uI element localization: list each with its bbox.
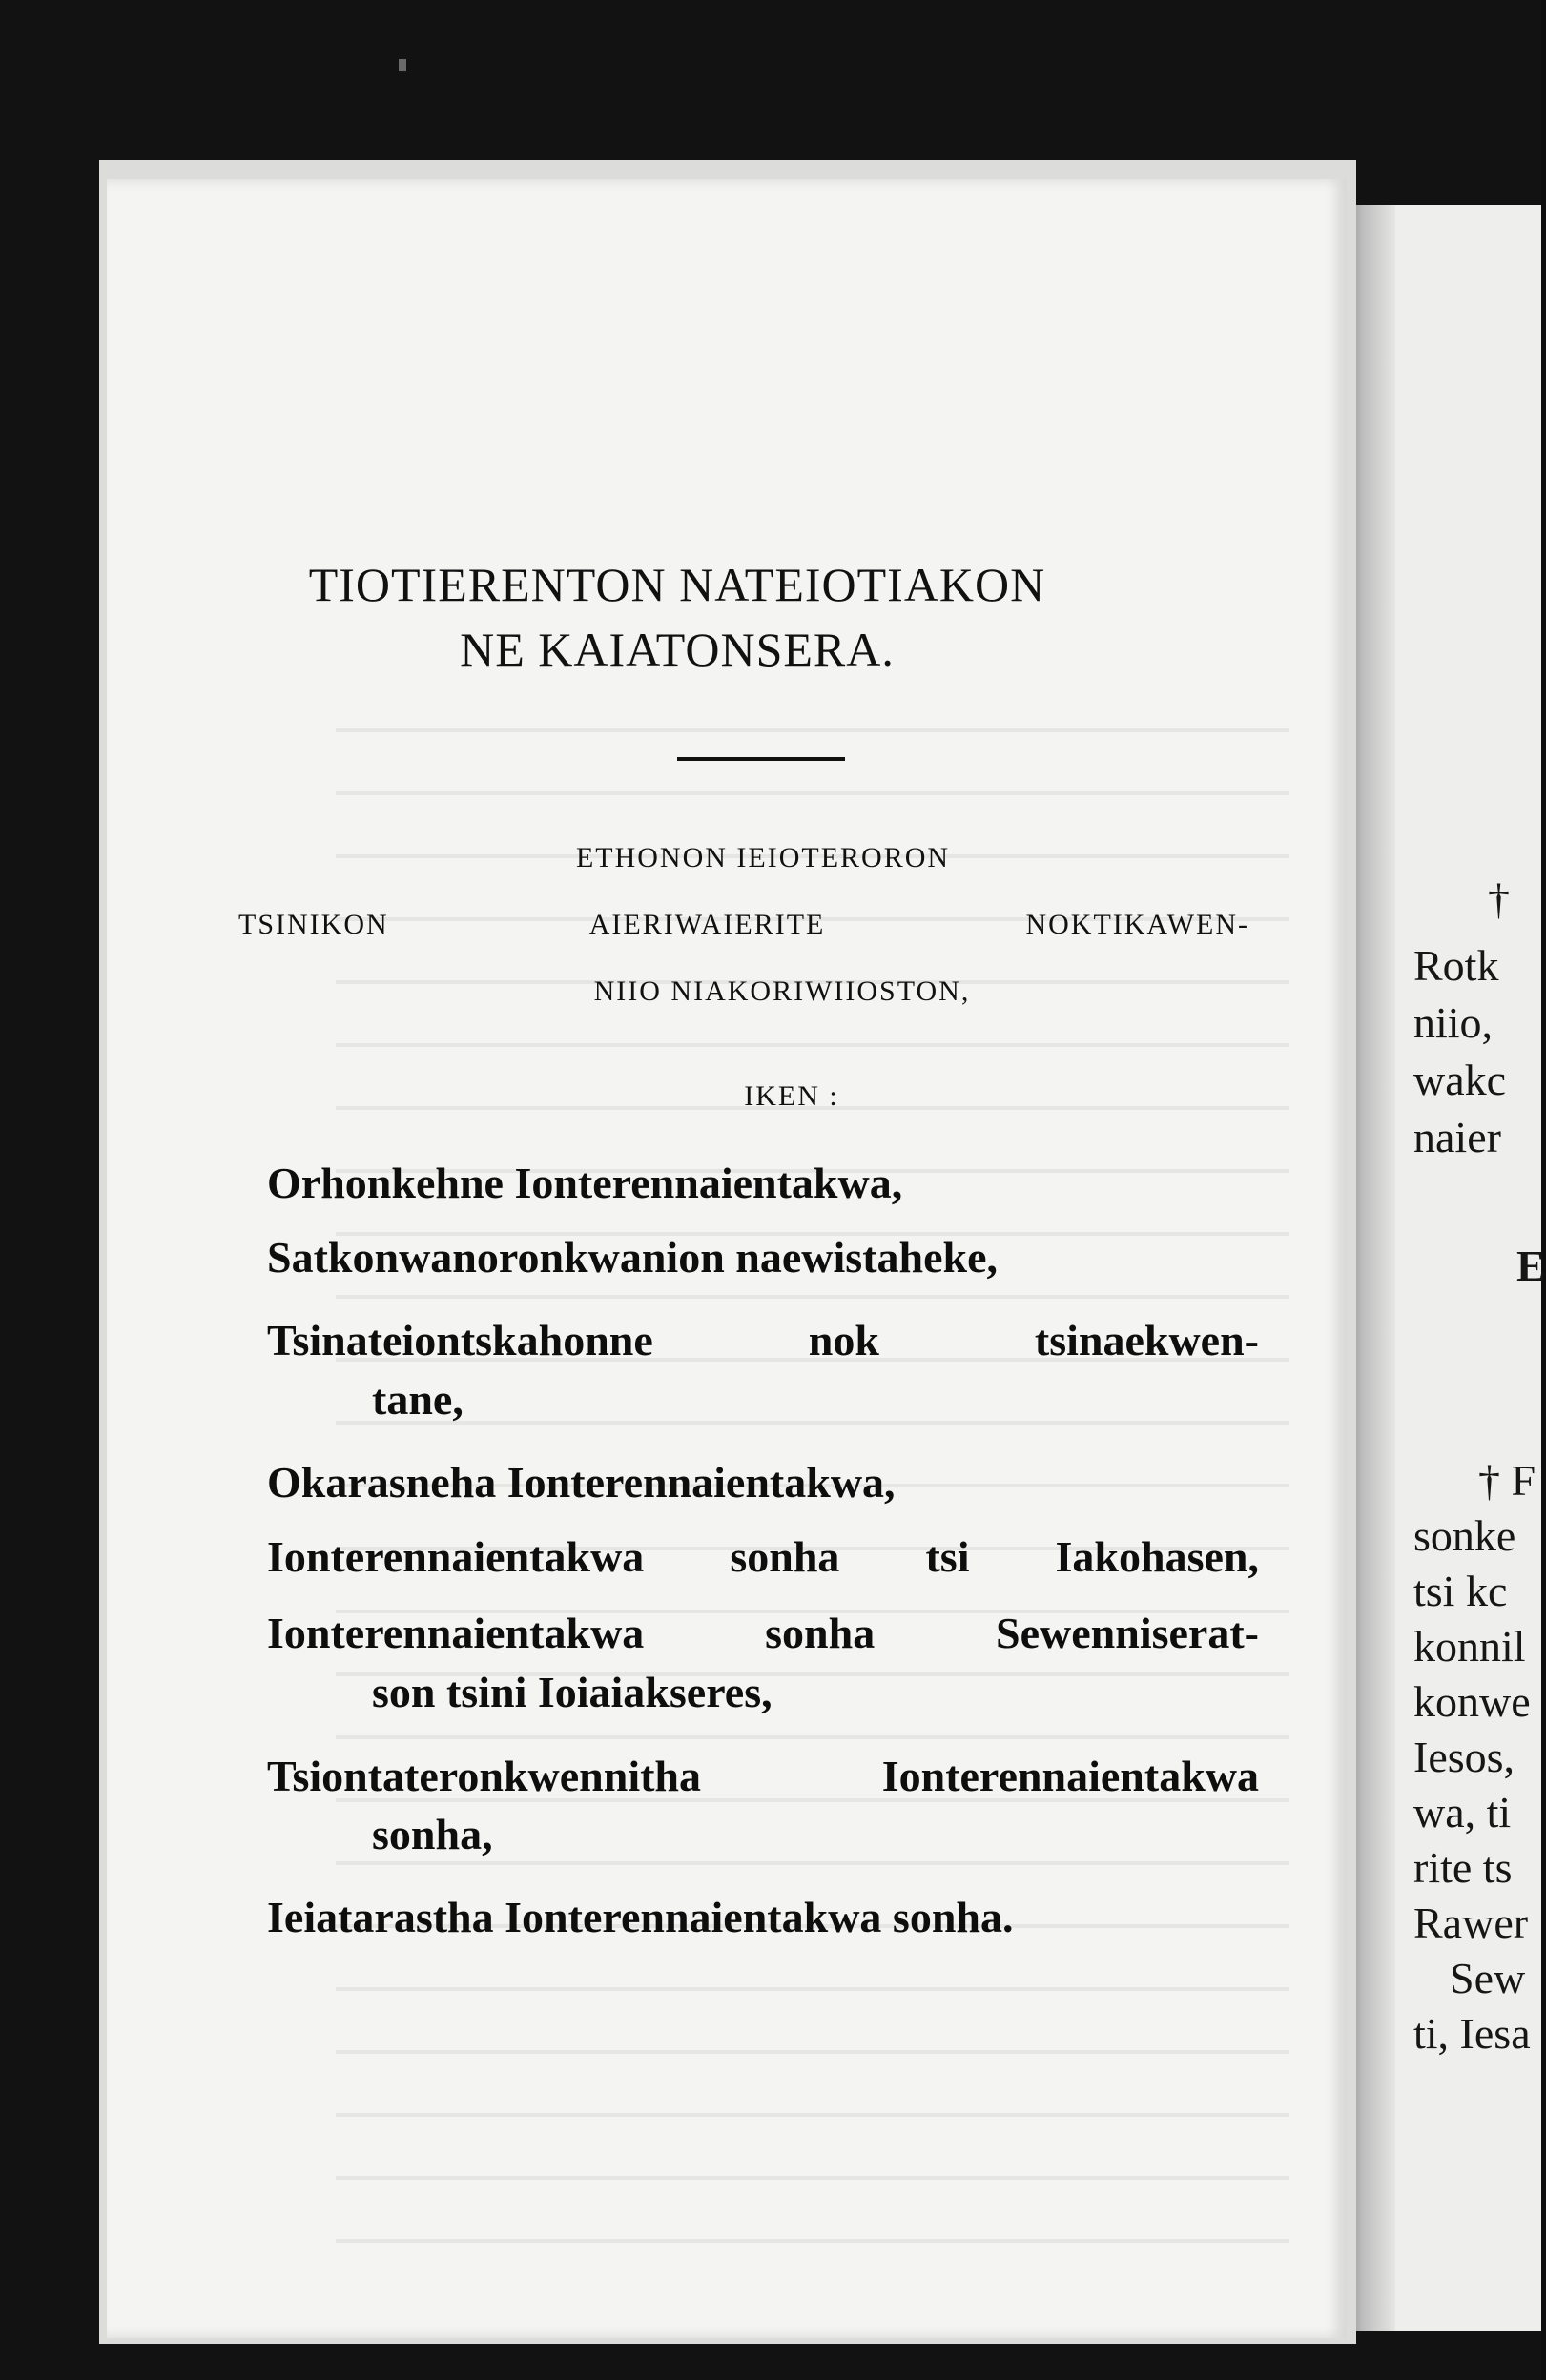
verse-line: tane,: [372, 1375, 464, 1424]
right-page-line: Rotk: [1413, 941, 1499, 990]
verse-line: [267, 1747, 1259, 1806]
right-page-line: niio,: [1413, 998, 1494, 1047]
dust-speck: [399, 59, 406, 71]
right-page-line: sonke: [1413, 1511, 1516, 1560]
verse-line: Ieiatarastha Ionterennaientakwa sonha.: [267, 1893, 1014, 1941]
verse-word: Iakohasen,: [1055, 1532, 1259, 1581]
dagger-mark: †: [1488, 874, 1510, 923]
verse-word: tsi: [925, 1532, 970, 1581]
right-page-line: naier: [1413, 1113, 1501, 1161]
heading-word: NOKTIKAWEN-: [1025, 909, 1249, 940]
right-page-heading: E: [1516, 1241, 1546, 1290]
verse-word: Ionterennaientakwa: [881, 1752, 1259, 1800]
verse-word: sonha: [765, 1609, 876, 1657]
right-page-line: konnil: [1413, 1622, 1526, 1671]
heading-word: TSINIKON: [238, 909, 389, 940]
verse-word: nok: [808, 1316, 879, 1364]
verse-word: Tsinateiontskahonne: [267, 1316, 653, 1364]
right-page-line: wa, ti: [1413, 1788, 1512, 1836]
verse-word: tsinaekwen-: [1034, 1316, 1259, 1364]
verse-word: Sewenniserat-: [996, 1609, 1259, 1657]
right-page-line: tsi kc: [1413, 1567, 1508, 1615]
section-heading: NIIO NIAKORIWIIOSTON,: [593, 975, 971, 1007]
verse-line: Satkonwanoronkwanion naewistaheke,: [267, 1233, 999, 1282]
right-page-line: wakc: [1413, 1056, 1507, 1104]
right-page-line: Rawer: [1413, 1898, 1529, 1947]
verse-line: [267, 1604, 1259, 1663]
section-heading: [238, 906, 1249, 944]
verse-line: sonha,: [372, 1810, 493, 1858]
verse-line: [267, 1528, 1259, 1587]
right-page-line: † F: [1478, 1456, 1536, 1505]
right-page-line: ti, Iesa: [1413, 2009, 1531, 2058]
verse-line: Okarasneha Ionterennaientakwa,: [267, 1458, 896, 1507]
right-page-line: rite ts: [1413, 1843, 1513, 1892]
right-page-line: konwe: [1413, 1677, 1531, 1726]
verse-word: sonha: [730, 1532, 840, 1581]
page-title: NE KAIATONSERA.: [460, 623, 895, 676]
divider-rule: [677, 757, 845, 761]
verse-word: Ionterennaientakwa: [267, 1609, 645, 1657]
right-page-line: Iesos,: [1413, 1733, 1515, 1781]
page-title: TIOTIERENTON NATEIOTIAKON: [308, 558, 1046, 611]
section-heading: ETHONON IEIOTERORON: [575, 842, 951, 873]
verse-word: Tsiontateronkwennitha: [267, 1752, 702, 1800]
verse-word: Ionterennaientakwa: [267, 1532, 645, 1581]
verse-line: son tsini Ioiaiakseres,: [372, 1668, 773, 1716]
right-page-line: Sew: [1450, 1954, 1526, 2002]
verse-line: [267, 1311, 1259, 1370]
verse-line: Orhonkehne Ionterennaientakwa,: [267, 1159, 903, 1207]
heading-word: AIERIWAIERITE: [588, 909, 826, 940]
iken-label: IKEN :: [744, 1080, 839, 1112]
